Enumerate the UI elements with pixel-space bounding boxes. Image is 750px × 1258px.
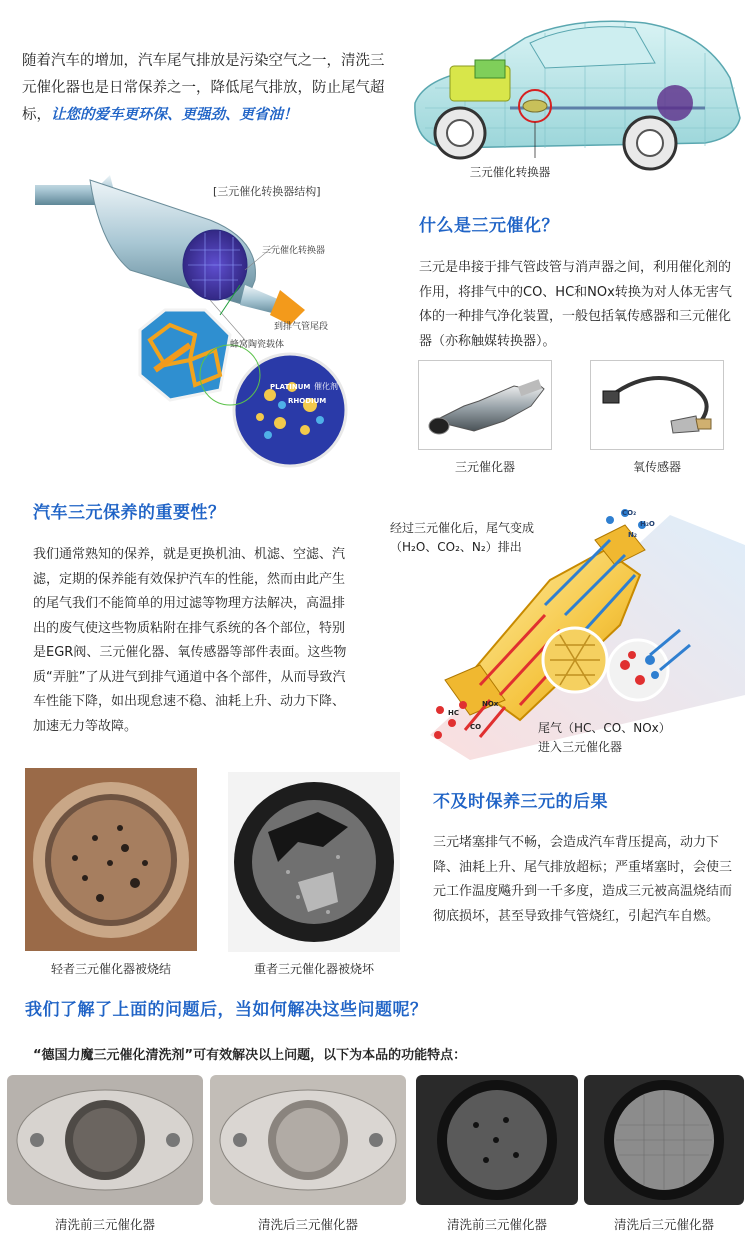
flow-molecule-nox: NOx xyxy=(482,700,499,708)
flow-top-label-line2: （H₂O、CO₂、N₂）排出 xyxy=(390,540,522,554)
structure-label-converter: 三元催化转换器 xyxy=(262,246,326,256)
oxygen-sensor-photo-box xyxy=(590,360,724,450)
intro-text: 随着汽车的增加，汽车尾气排放是污染空气之一，清洗三元催化器也是日常保养之一，降低尾气排放，防止尾气超标， xyxy=(22,53,385,123)
structure-label-carrier: 蜂窝陶瓷载体 xyxy=(230,340,285,350)
burned-converter-caption: 重者三元催化器被烧坏 xyxy=(253,962,374,976)
importance-heading: 汽车三元保养的重要性？ xyxy=(33,503,226,523)
structure-label-rhodium: RHODIUM xyxy=(288,397,327,405)
solution-subtitle: “德国力魔三元催化清洗剂”可有效解决以上问题，以下为本品的功能特点： xyxy=(33,1048,467,1063)
converter-photo-box xyxy=(418,360,552,450)
comparison-photo-4 xyxy=(584,1075,744,1205)
comparison-caption-3: 清洗前三元催化器 xyxy=(446,1217,547,1232)
consequences-body: 三元堵塞排气不畅，会造成汽车背压提高，动力下降、油耗上升、尾气排放超标；严重堵塞时，会使三元工作温度飚升到一千多度，造成三元被高温烧结而彻底损坏，甚至导致排气管烧红，引起汽车自燃。 xyxy=(433,835,733,924)
comparison-caption-2: 清洗后三元催化器 xyxy=(257,1217,358,1232)
structure-label-exhaust: 到排气管尾段 xyxy=(274,322,329,332)
oxygen-sensor-photo xyxy=(591,361,725,451)
car-diagram xyxy=(405,8,745,188)
structure-title: [三元催化转换器结构] xyxy=(213,185,321,198)
comparison-caption-1: 清洗前三元催化器 xyxy=(54,1217,155,1232)
consequences-heading: 不及时保养三元的后果 xyxy=(433,792,608,812)
car-diagram-label: 三元催化转换器 xyxy=(469,165,551,179)
car-wireframe-image xyxy=(405,8,745,188)
flow-top-label-line1: 经过三元催化后，尾气变成 xyxy=(390,521,535,535)
comparison-photo-1 xyxy=(7,1075,203,1205)
sintered-converter-photo xyxy=(25,768,197,951)
intro-paragraph xyxy=(22,48,392,129)
burned-converter-photo xyxy=(228,772,400,952)
structure-label-platinum: PLATINUM xyxy=(270,383,311,391)
oxygen-sensor-caption: 氧传感器 xyxy=(632,460,681,474)
structure-diagram xyxy=(30,165,370,475)
converter-photo xyxy=(419,361,553,451)
flow-bottom-label-line1: 尾气（HC、CO、NOx） xyxy=(538,721,671,735)
flow-molecule-co: CO xyxy=(470,723,482,731)
flow-molecule-n2: N₂ xyxy=(628,531,637,539)
what-is-heading: 什么是三元催化？ xyxy=(419,216,559,236)
converter-caption: 三元催化器 xyxy=(454,460,515,474)
flow-molecule-co2: CO₂ xyxy=(622,509,637,517)
intro-highlight: 让您的爱车更环保、更强劲、更省油！ xyxy=(51,107,298,123)
catalyst-flow-diagram xyxy=(370,495,745,760)
comparison-photo-3 xyxy=(416,1075,578,1205)
structure-label-catalyst: 催化剂 xyxy=(314,382,338,391)
sintered-converter-caption: 轻者三元催化器被烧结 xyxy=(50,962,171,976)
flow-molecule-h2o: H₂O xyxy=(640,520,655,528)
comparison-caption-4: 清洗后三元催化器 xyxy=(613,1217,714,1232)
solution-heading: 我们了解了上面的问题后，当如何解决这些问题呢？ xyxy=(25,1000,428,1020)
comparison-photo-2 xyxy=(210,1075,406,1205)
importance-body: 我们通常熟知的保养，就是更换机油、机滤、空滤、汽滤，定期的保养能有效保护汽车的性能，然而由此产生的尾气我们不能简单的用过滤等物理方法解决，高温排出的废气使这些物质粘附在排气系统的各个部位，特别是EGR阀、三元催化器、氧传感器等部件表面。这些物质“弄脏”了从进气到排气通道中各个部件，从而导致汽车性能下降，如出现怠速不稳、油耗上升、动力下降、加速无力等故障。 xyxy=(33,547,347,734)
flow-bottom-label-line2: 进入三元催化器 xyxy=(538,740,623,754)
what-is-body: 三元是串接于排气管歧管与消声器之间，利用催化剂的作用，将排气中的CO、HC和NOx转换为对人体无害气体的一种排气净化装置，一般包括氧传感器和三元催化器（亦称触媒转换器）。 xyxy=(419,260,732,349)
flow-molecule-hc: HC xyxy=(448,709,459,717)
